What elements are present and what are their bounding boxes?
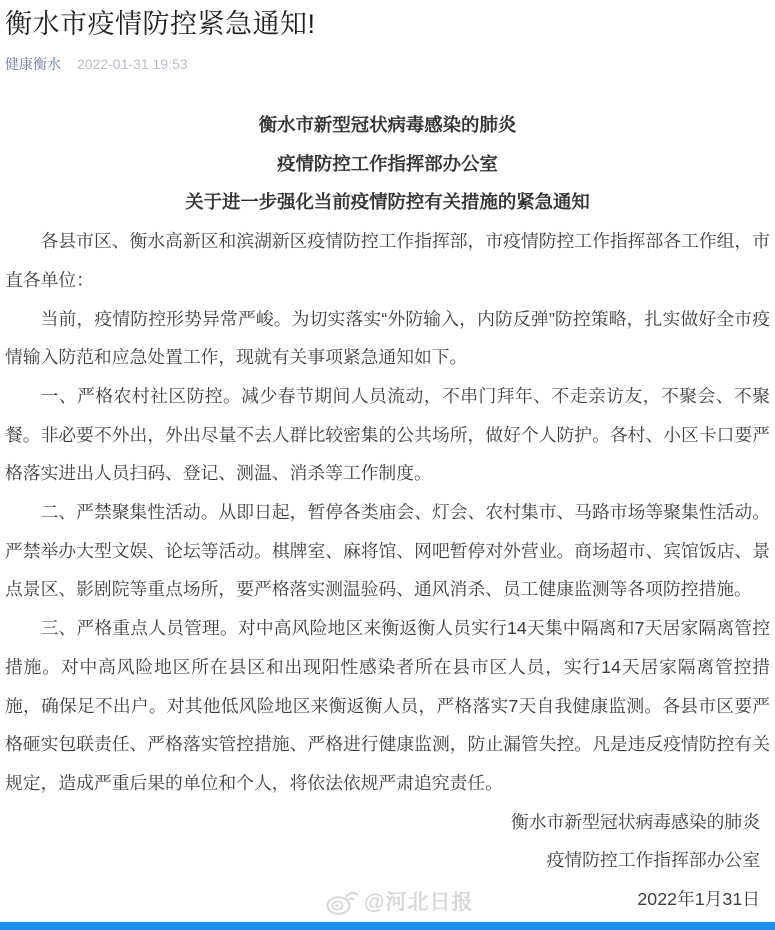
bottom-accent-bar [0,922,775,930]
article-meta [5,55,770,73]
weibo-watermark [326,886,473,916]
signature-line-1: 衡水市新型冠状病毒感染的肺炎 [511,811,760,832]
publisher-name[interactable]: 健康衡水 [5,56,61,72]
signature-line-2: 疫情防控工作指挥部办公室 [546,850,760,871]
body-paragraph-2: 当前，疫情防控形势异常严峻。为切实落实“外防输入，内防反弹”防控策略，扎实做好全市疫情输入防范和应急处置工作，现就有关事项紧急通知如下。 [5,308,770,368]
page-title: 衡水市疫情防控紧急通知! [5,9,316,39]
article-heading-2: 疫情防控工作指挥部办公室 [277,152,498,174]
article-body [0,106,775,803]
publish-timestamp: 2022-01-31 19:53 [77,56,188,72]
body-paragraph-4: 二、严禁聚集性活动。从即日起，暂停各类庙会、灯会、农村集市、马路市场等聚集性活动。严禁举办大型文娱、论坛等活动。棋牌室、麻将馆、网吧暂停对外营业。商场超市、宾馆饭店、景点景区、影剧院等重点场所，要严格落实测温验码、通风消杀、员工健康监测等各项防控措施。 [5,502,770,600]
body-paragraph-3: 一、严格农村社区防控。减少春节期间人员流动，不串门拜年、不走亲访友，不聚会、不聚餐。非必要不外出，外出尽量不去人群比较密集的公共场所，做好个人防护。各村、小区卡口要严格落实进出人员扫码、登记、测温、消杀等工作制度。 [5,385,770,484]
body-paragraph-1: 各县市区、衡水高新区和滨湖新区疫情防控工作指挥部，市疫情防控工作指挥部各工作组，市直各单位： [5,231,770,290]
article-heading-3: 关于进一步强化当前疫情防控有关措施的紧急通知 [185,191,590,213]
watermark-text: @河北日报 [364,891,474,914]
signature-date: 2022年1月31日 [637,889,760,910]
weibo-icon [326,887,358,915]
article-heading-1: 衡水市新型冠状病毒感染的肺炎 [258,114,517,135]
body-paragraph-5: 三、严格重点人员管理。对中高风险地区来衡返衡人员实行14天集中隔离和7天居家隔离管控措施。对中高风险地区所在县区和出现阳性感染者所在县市区人员，实行14天居家隔离管控措施，确保足不出户。对其他低风险地区来衡返衡人员，严格落实7天自我健康监测。各县市区要严格砸实包联责任、严格落实管控措施、严格进行健康监测，防止漏管失控。凡是违反疫情防控有关规定，造成严重后果的单位和个人，将依法依规严肃追究责任。 [5,618,770,793]
